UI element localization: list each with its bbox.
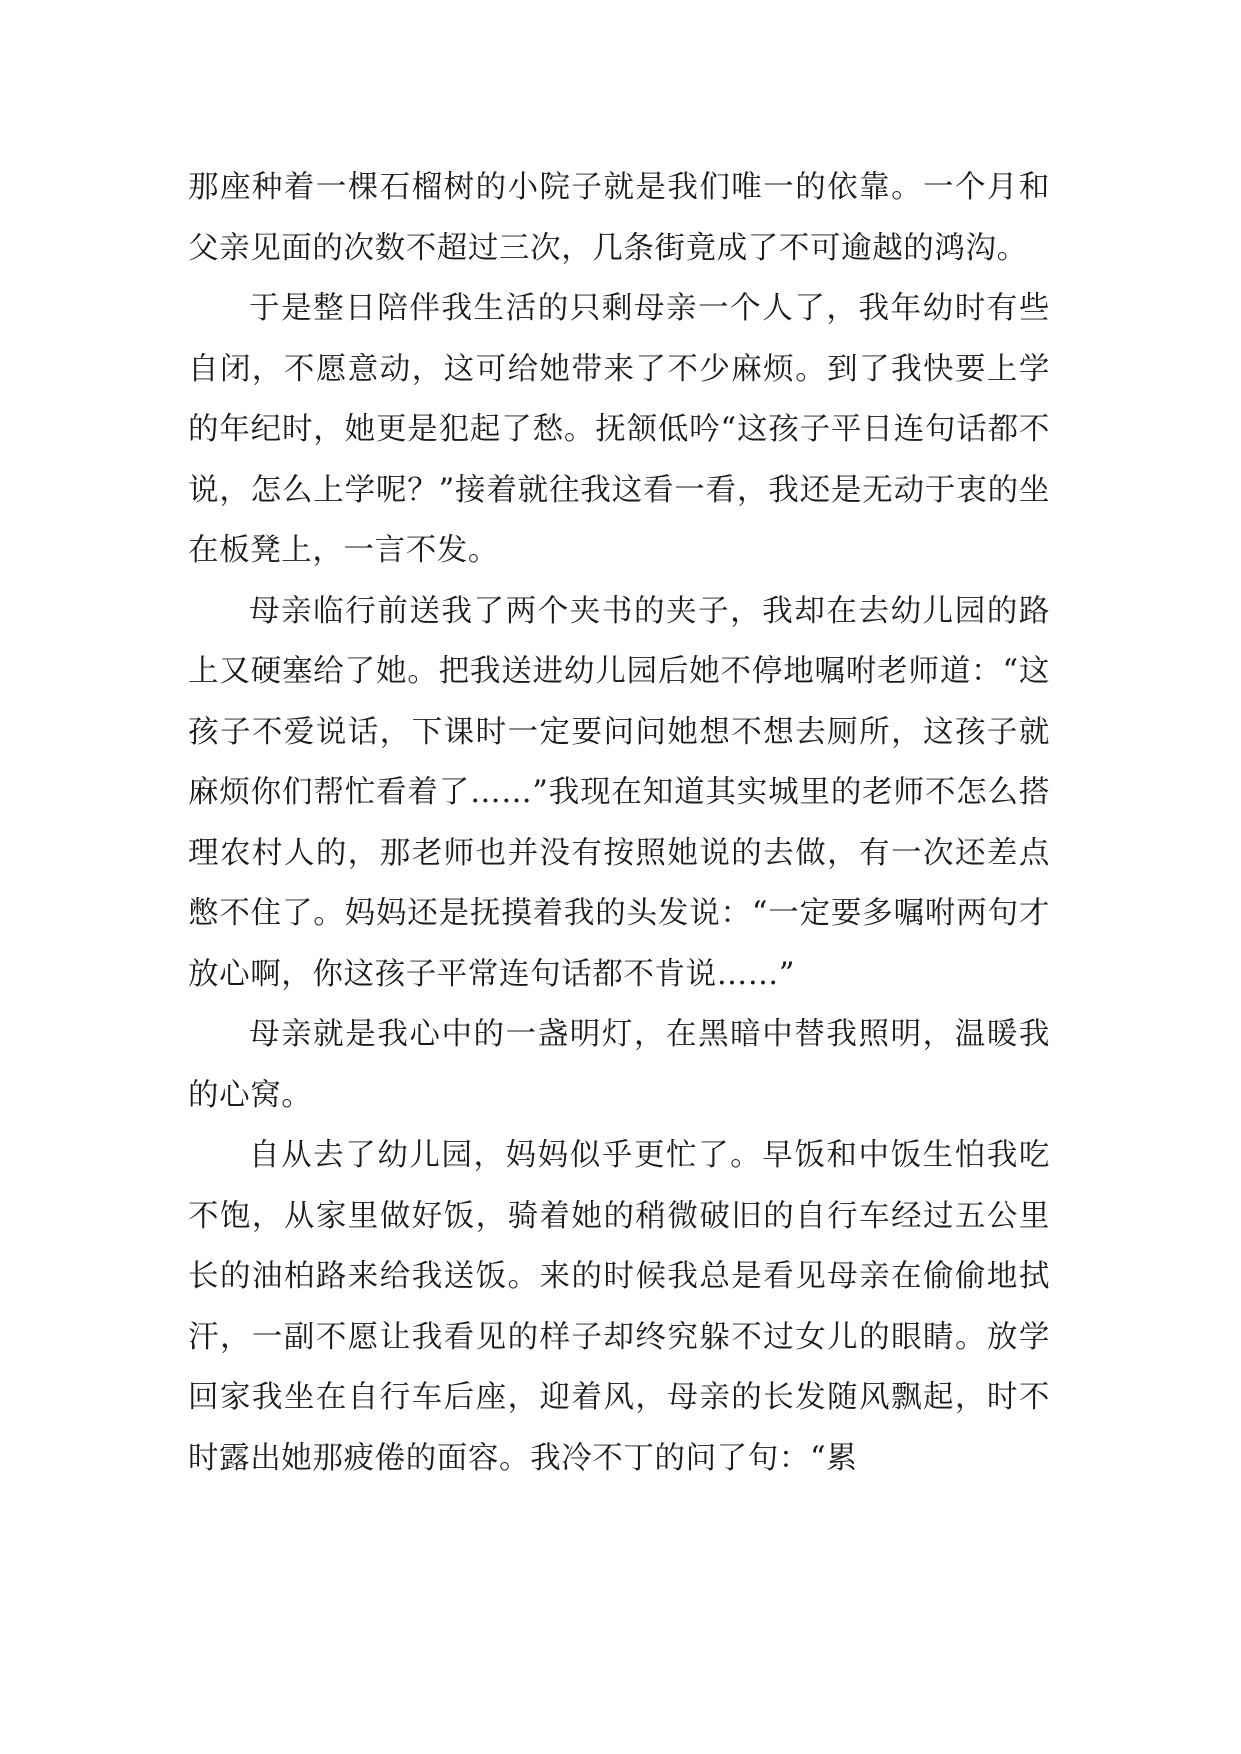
paragraph-3: 母亲临行前送我了两个夹书的夹子，我却在去幼儿园的路上又硬塞给了她。把我送进幼儿园后她不停地嘱咐老师道：“这孩子不爱说话，下课时一定要问问她想不想去厕所，这孩子就麻烦你们帮忙看着了……”我现在知道其实城里的老师不怎么搭理农村人的，那老师也并没有按照她说的去做，有一次还差点憋不住了。妈妈还是抚摸着我的头发说：“一定要多嘱咐两句才放心啊，你这孩子平常连句话都不肯说……” [188, 593, 1050, 992]
paragraph-1: 那座种着一棵石榴树的小院子就是我们唯一的依靠。一个月和父亲见面的次数不超过三次，几条街竟成了不可逾越的鸿沟。 [188, 170, 1050, 266]
paragraph-2: 于是整日陪伴我生活的只剩母亲一个人了，我年幼时有些自闭，不愿意动，这可给她带来了不少麻烦。到了我快要上学的年纪时，她更是犯起了愁。抚颔低吟“这孩子平日连句话都不说，怎么上学呢？”接着就往我这看一看，我还是无动于衷的坐在板凳上，一言不发。 [188, 291, 1050, 568]
paragraph-5: 自从去了幼儿园，妈妈似乎更忙了。早饭和中饭生怕我吃不饱，从家里做好饭，骑着她的稍微破旧的自行车经过五公里长的油柏路来给我送饭。来的时候我总是看见母亲在偷偷地拭汗，一副不愿让我看见的样子却终究躲不过女儿的眼睛。放学回家我坐在自行车后座，迎着风，母亲的长发随风飘起，时不时露出她那疲倦的面容。我冷不丁的问了句：“累 [188, 1138, 1050, 1476]
paragraph-4: 母亲就是我心中的一盏明灯，在黑暗中替我照明，温暖我的心窝。 [188, 1017, 1050, 1113]
essay-body [188, 158, 1050, 1489]
